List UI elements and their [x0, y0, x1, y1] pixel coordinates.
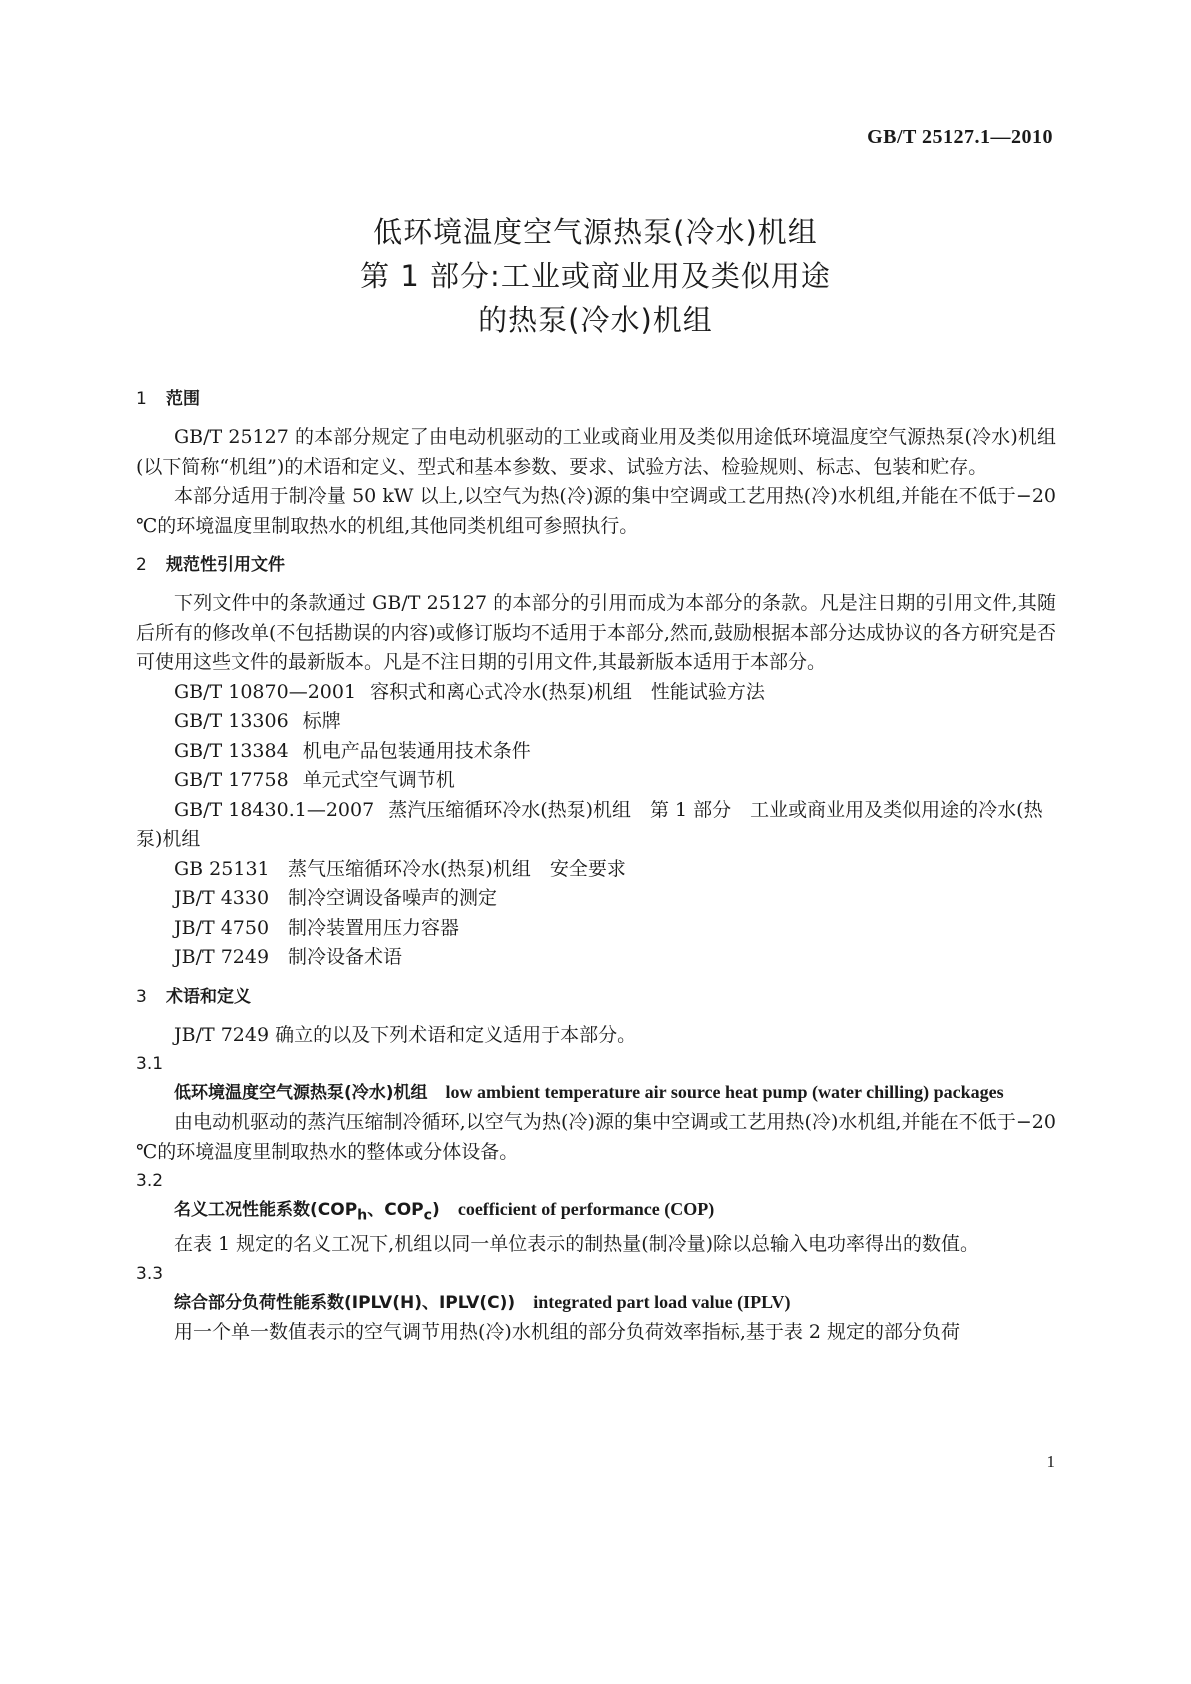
paragraph: 本部分适用于制冷量 50 kW 以上,以空气为热(冷)源的集中空调或工艺用热(冷)水机组,并能在不低于−20 ℃的环境温度里制取热水的机组,其他同类机组可参照执行。: [136, 485, 1056, 537]
reference-code: GB/T 17758: [174, 769, 289, 791]
section-number: 3: [136, 986, 147, 1007]
title-line-3: 的热泵(冷水)机组: [478, 303, 713, 337]
term-english: low ambient temperature air source heat pump (water chilling) packages: [445, 1082, 1004, 1102]
page-number: 1: [1046, 1452, 1055, 1471]
reference-title: 机电产品包装通用技术条件: [302, 739, 531, 762]
term-english: integrated part load value (IPLV): [533, 1291, 791, 1312]
section-title: 术语和定义: [166, 986, 251, 1007]
term-chinese-part: 名义工况性能系数(COP: [174, 1200, 358, 1220]
reference-code: GB 25131: [174, 857, 270, 880]
reference-code: GB/T 10870—2001: [174, 680, 357, 703]
section-number: 2: [136, 555, 147, 575]
term-chinese: 综合部分负荷性能系数(IPLV(H)、IPLV(C)): [174, 1292, 516, 1313]
section-2-heading: [136, 549, 1056, 581]
term-chinese: [174, 1200, 440, 1224]
subscript-h: h: [357, 1207, 368, 1224]
reference-title: 蒸气压缩循环冷水(热泵)机组 安全要求: [288, 857, 626, 880]
term-entry: [136, 1195, 1056, 1230]
reference-code: GB/T 13306: [174, 710, 289, 732]
term-chinese-part: ): [432, 1200, 440, 1220]
section-1-heading: [136, 383, 1056, 415]
term-chinese-part: 、COP: [367, 1200, 424, 1220]
reference-title: 制冷设备术语: [288, 946, 403, 968]
paragraph: GB/T 25127 的本部分规定了由电动机驱动的工业或商业用及类似用途低环境温度空气源热泵(冷水)机组(以下简称“机组”)的术语和定义、型式和基本参数、要求、试验方法、检验规则、标志、包装和贮存。: [136, 426, 1056, 478]
paragraph: JB/T 7249 确立的以及下列术语和定义适用于本部分。: [174, 1023, 637, 1046]
title-line-2: 第 1 部分:工业或商业用及类似用途: [360, 259, 831, 293]
reference-title: 标牌: [302, 710, 341, 732]
term-english: coefficient of performance (COP): [457, 1199, 715, 1219]
reference-item: [136, 943, 1056, 973]
reference-code: GB/T 13384: [174, 739, 289, 762]
section-title: 规范性引用文件: [166, 555, 285, 575]
section-number: 1: [136, 389, 147, 409]
reference-item: [136, 707, 1056, 737]
clause-number: 3.1: [136, 1054, 164, 1074]
reference-code: JB/T 7249: [174, 946, 270, 968]
standard-number: GB/T 25127.1—2010: [867, 126, 1053, 148]
reference-item: [136, 855, 1056, 885]
document-title: [0, 210, 1191, 342]
reference-code: JB/T 4750: [174, 916, 270, 939]
reference-item: [136, 796, 1056, 855]
term-definition: 用一个单一数值表示的空气调节用热(冷)水机组的部分负荷效率指标,基于表 2 规定的部分负荷: [174, 1320, 961, 1343]
section-3-heading: [136, 981, 1056, 1013]
term-entry: [136, 1078, 1056, 1108]
term-definition: 在表 1 规定的名义工况下,机组以同一单位表示的制热量(制冷量)除以总输入电功率得出的数值。: [174, 1233, 980, 1256]
reference-title: 单元式空气调节机: [302, 769, 455, 791]
reference-item: [136, 766, 1056, 796]
reference-code: GB/T 18430.1—2007: [174, 798, 375, 821]
title-line-1: 低环境温度空气源热泵(冷水)机组: [373, 215, 818, 249]
reference-title: 制冷空调设备噪声的测定: [288, 887, 498, 909]
document-body: [136, 383, 1056, 1347]
paragraph: 下列文件中的条款通过 GB/T 25127 的本部分的引用而成为本部分的条款。凡是注日期的引用文件,其随后所有的修改单(不包括勘误的内容)或修订版均不适用于本部分,然而,鼓励根据本部分达成协议的各方研究是否可使用这些文件的最新版本。凡是不注日期的引用文件,其最新版本适用于本部分。: [136, 592, 1056, 673]
reference-item: [136, 737, 1056, 767]
term-definition: 由电动机驱动的蒸汽压缩制冷循环,以空气为热(冷)源的集中空调或工艺用热(冷)水机组,并能在不低于−20 ℃的环境温度里制取热水的整体或分体设备。: [136, 1111, 1056, 1163]
reference-title: 制冷装置用压力容器: [288, 916, 460, 939]
term-chinese: 低环境温度空气源热泵(冷水)机组: [174, 1083, 428, 1103]
reference-title: 容积式和离心式冷水(热泵)机组 性能试验方法: [370, 680, 765, 703]
term-entry: [136, 1288, 1056, 1318]
reference-item: [136, 678, 1056, 708]
subscript-c: c: [423, 1207, 433, 1224]
clause-number: 3.2: [136, 1171, 164, 1191]
reference-title: 蒸汽压缩循环冷水(热泵)机组 第 1 部分 工业或商业用及类似用途的冷水(热泵)机组: [136, 798, 1043, 850]
section-title: 范围: [166, 389, 200, 409]
reference-item: [136, 914, 1056, 944]
reference-code: JB/T 4330: [174, 887, 270, 909]
clause-number: 3.3: [136, 1263, 164, 1284]
reference-item: [136, 884, 1056, 914]
